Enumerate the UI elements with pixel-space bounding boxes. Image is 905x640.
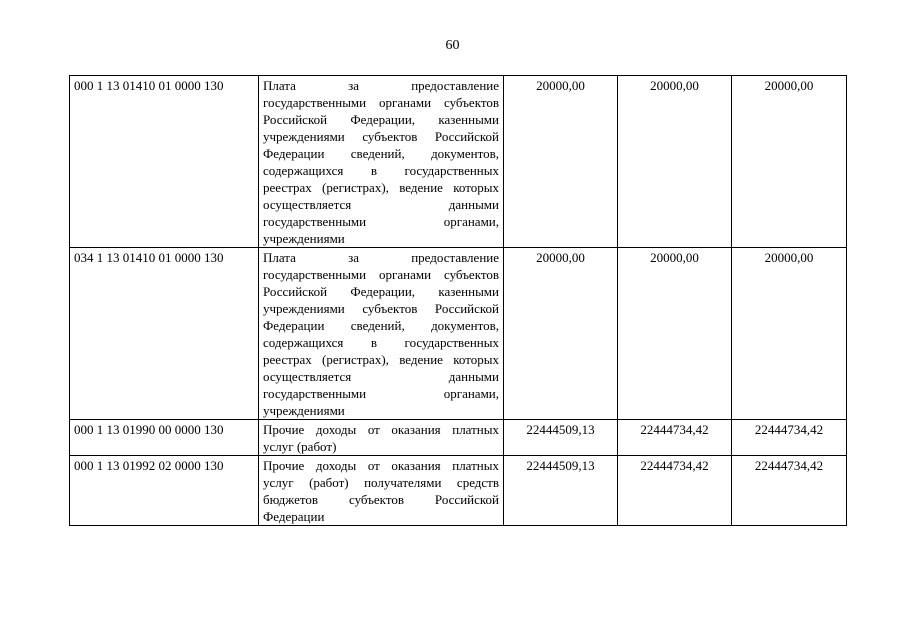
amount-year-3: 20000,00	[732, 248, 847, 420]
amount-year-1: 22444509,13	[504, 420, 618, 456]
amount-year-1: 20000,00	[504, 248, 618, 420]
amount-year-2: 20000,00	[618, 248, 732, 420]
revenue-description: Прочие доходы от оказания платных услуг (работ) получателями средств бюджетов субъектов Российской Федерации	[259, 456, 504, 526]
budget-classification-code: 000 1 13 01410 01 0000 130	[70, 76, 259, 248]
table-row	[70, 456, 847, 526]
budget-classification-code: 034 1 13 01410 01 0000 130	[70, 248, 259, 420]
amount-year-3: 22444734,42	[732, 420, 847, 456]
revenue-table	[69, 75, 847, 526]
budget-classification-code: 000 1 13 01990 00 0000 130	[70, 420, 259, 456]
revenue-description: Плата за предоставление государственными органами субъектов Российской Федерации, казенными учреждениями субъектов Российской Федерации сведений, документов, содержащихся в государственных реестрах (регистрах), ведение которых осуществляется данными государственными органами, учреждениями	[259, 248, 504, 420]
amount-year-3: 20000,00	[732, 76, 847, 248]
table-row	[70, 76, 847, 248]
page-number: 60	[445, 38, 460, 53]
revenue-description: Плата за предоставление государственными органами субъектов Российской Федерации, казенными учреждениями субъектов Российской Федерации сведений, документов, содержащихся в государственных реестрах (регистрах), ведение которых осуществляется данными государственными органами, учреждениями	[259, 76, 504, 248]
revenue-description: Прочие доходы от оказания платных услуг (работ)	[259, 420, 504, 456]
amount-year-1: 20000,00	[504, 76, 618, 248]
amount-year-2: 22444734,42	[618, 420, 732, 456]
table-row	[70, 420, 847, 456]
amount-year-3: 22444734,42	[732, 456, 847, 526]
budget-classification-code: 000 1 13 01992 02 0000 130	[70, 456, 259, 526]
amount-year-1: 22444509,13	[504, 456, 618, 526]
table-row	[70, 248, 847, 420]
amount-year-2: 22444734,42	[618, 456, 732, 526]
amount-year-2: 20000,00	[618, 76, 732, 248]
